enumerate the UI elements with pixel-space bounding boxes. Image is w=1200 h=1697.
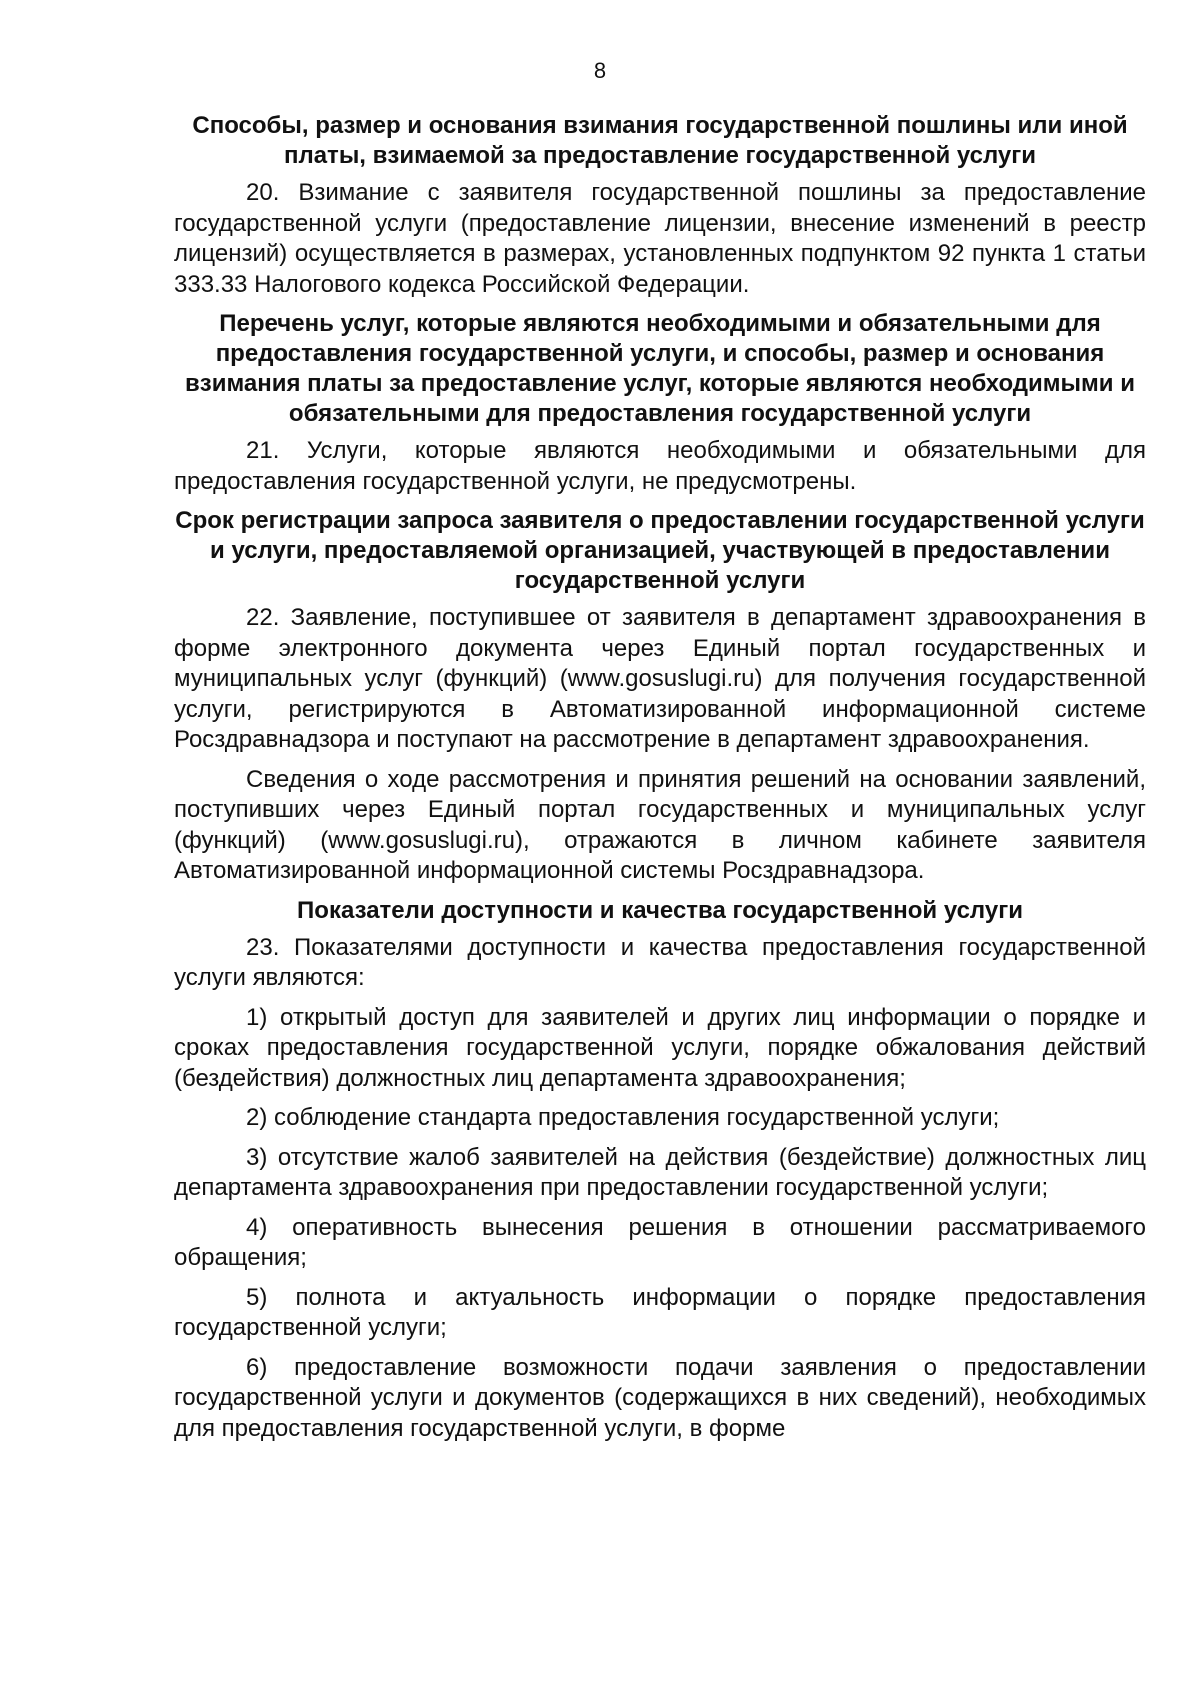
list-item-1: 1) открытый доступ для заявителей и других лиц информации о порядке и сроках предоставления государственной услуги, порядке обжалования действий (бездействия) должностных лиц департамента здравоохранения; — [174, 1003, 1146, 1092]
paragraph-20: 20. Взимание с заявителя государственной пошлины за предоставление государственной услуги (предоставление лицензии, внесение изменений в реестр лицензий) осуществляется в размерах, установленных подпунктом 92 пункта 1 статьи 333.33 Налогового кодекса Российской Федерации. — [174, 179, 1146, 298]
paragraph-21: 21. Услуги, которые являются необходимыми и обязательными для предоставления государственной услуги, не предусмотрены. — [174, 437, 1146, 495]
list-item-2: 2) соблюдение стандарта предоставления государственной услуги; — [246, 1104, 1000, 1131]
section-heading-quality-indicators: Показатели доступности и качества государственной услуги — [297, 896, 1023, 924]
list-item-3: 3) отсутствие жалоб заявителей на действия (бездействие) должностных лиц департамента здравоохранения при предоставлении государственной услуги; — [174, 1143, 1146, 1201]
section-heading-required-services: Перечень услуг, которые являются необходимыми и обязательными для предоставления государственной услуги, и способы, размер и основания взимания платы за предоставление услуг, которые являются необходимыми и обязательными для предоставления государственной услуги — [185, 310, 1135, 427]
paragraph-23: 23. Показателями доступности и качества предоставления государственной услуги являются: — [174, 933, 1146, 991]
section-heading-fees: Способы, размер и основания взимания государственной пошлины или иной платы, взимаемой за предоставление государственной услуги — [192, 112, 1128, 169]
list-item-6: 6) предоставление возможности подачи заявления о предоставлении государственной услуги и документов (содержащихся в них сведений), необходимых для предоставления государственной услуги, в форме — [174, 1353, 1146, 1442]
section-heading-registration-term: Срок регистрации запроса заявителя о предоставлении государственной услуги и услуги, предоставляемой организацией, участвующей в предоставлении государственной услуги — [175, 507, 1145, 594]
paragraph-22-status-info: Сведения о ходе рассмотрения и принятия решений на основании заявлений, поступивших через Единый портал государственных и муниципальных услуг (функций) (www.gosuslugi.ru), отражаются в личном кабинете заявителя Автоматизированной информационной системы Росздравнадзора. — [174, 765, 1146, 884]
paragraph-22: 22. Заявление, поступившее от заявителя в департамент здравоохранения в форме электронного документа через Единый портал государственных и муниципальных услуг (функций) (www.gosuslugi.ru) для получения государственной услуги, регистрируются в Автоматизированной информационной системе Росздравнадзора и поступают на рассмотрение в департамент здравоохранения. — [174, 604, 1146, 753]
page-number: 8 — [593, 58, 607, 83]
list-item-5: 5) полнота и актуальность информации о порядке предоставления государственной услуги; — [174, 1283, 1146, 1341]
list-item-4: 4) оперативность вынесения решения в отношении рассматриваемого обращения; — [174, 1213, 1146, 1271]
document-body — [174, 111, 1146, 1453]
